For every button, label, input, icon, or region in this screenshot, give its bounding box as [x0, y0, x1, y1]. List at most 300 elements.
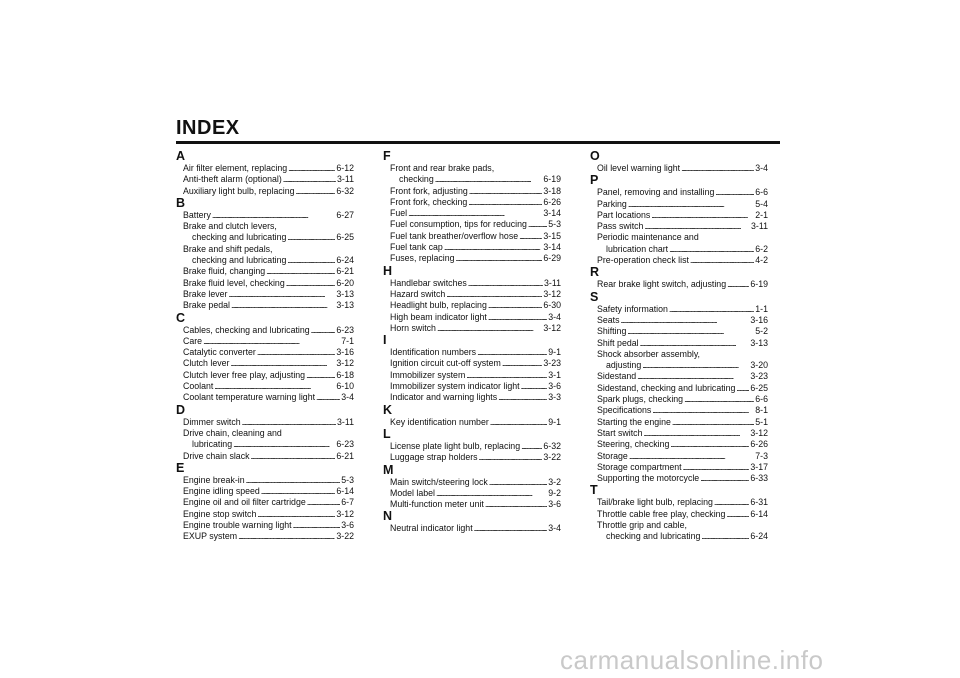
entry-text: Clutch lever free play, adjusting — [183, 369, 306, 380]
index-section-b — [176, 197, 354, 312]
dot-leader — [488, 312, 547, 323]
section-letter: T — [590, 483, 598, 498]
entry-continuation: checking and lubricating — [192, 255, 287, 266]
dot-leader — [670, 439, 749, 450]
entry-continuation: lubrication chart — [606, 243, 669, 254]
index-section-m — [383, 464, 561, 511]
dot-leader — [212, 210, 336, 221]
index-entry — [590, 439, 768, 450]
dot-leader — [644, 221, 750, 232]
dot-leader — [700, 473, 749, 484]
entry-continuation: adjusting — [606, 360, 642, 371]
index-entry — [383, 300, 561, 311]
entry-page: 3-14 — [543, 208, 561, 219]
dot-leader — [283, 174, 336, 185]
entry-text: Shock absorber assembly, — [597, 348, 701, 359]
index-entry — [383, 370, 561, 381]
entry-page: 3-4 — [548, 523, 561, 534]
index-entry — [383, 289, 561, 300]
index-entry — [176, 221, 354, 244]
dot-leader — [528, 219, 547, 230]
index-entry — [176, 300, 354, 311]
entry-page: 3-11 — [751, 221, 768, 232]
entry-page: 6-21 — [336, 266, 354, 277]
entry-text: Safety information — [597, 303, 668, 314]
entry-text: Brake and clutch levers, — [183, 221, 277, 232]
dot-leader — [669, 244, 754, 255]
index-section-h — [383, 265, 561, 334]
entry-text: High beam indicator light — [390, 311, 487, 322]
entry-text: Part locations — [597, 209, 651, 220]
dot-leader — [238, 531, 335, 542]
index-entry — [383, 477, 561, 488]
dot-leader — [316, 392, 340, 403]
entry-text: Fuel — [390, 208, 408, 219]
entry-text: Seats — [597, 314, 620, 325]
entry-text: Coolant temperature warning light — [183, 392, 316, 403]
index-entry — [176, 244, 354, 267]
dot-leader — [519, 231, 542, 242]
dot-leader — [311, 325, 336, 336]
index-entry — [176, 428, 354, 451]
dot-leader — [257, 347, 336, 358]
entry-page: 3-12 — [336, 358, 354, 369]
entry-text: Spark plugs, checking — [597, 394, 684, 405]
dot-leader — [242, 417, 336, 428]
dot-leader — [521, 441, 542, 452]
entry-text: Front fork, adjusting — [390, 185, 468, 196]
entry-text: Clutch lever — [183, 358, 230, 369]
entry-page: 3-11 — [337, 174, 354, 185]
index-entry — [383, 323, 561, 334]
entry-text: Coolant — [183, 381, 214, 392]
dot-leader — [436, 488, 547, 499]
index-section-c — [176, 312, 354, 404]
entry-text: Storage — [597, 450, 628, 461]
index-entry — [590, 371, 768, 382]
dot-leader — [444, 242, 543, 253]
dot-leader — [672, 417, 754, 428]
index-entry — [176, 289, 354, 300]
entry-page: 6-6 — [755, 187, 768, 198]
entry-page: 3-12 — [543, 322, 561, 333]
dot-leader — [231, 300, 335, 311]
index-entry — [383, 197, 561, 208]
entry-page: 3-16 — [750, 314, 768, 325]
entry-text: Fuel tank breather/overflow hose — [390, 230, 519, 241]
entry-text: Anti-theft alarm (optional) — [183, 174, 282, 185]
index-entry — [176, 531, 354, 542]
index-entry — [383, 347, 561, 358]
entry-page: 3-4 — [341, 392, 354, 403]
entry-text: Care — [183, 335, 203, 346]
index-entry — [590, 509, 768, 520]
index-entry — [176, 174, 354, 185]
dot-leader — [627, 326, 754, 337]
entry-page: 3-3 — [548, 392, 561, 403]
index-entry — [383, 358, 561, 369]
entry-page: 3-22 — [543, 452, 561, 463]
dot-leader — [469, 186, 543, 197]
index-entry — [383, 499, 561, 510]
section-letter: S — [590, 289, 599, 304]
section-letter: E — [176, 460, 185, 475]
entry-page: 6-31 — [750, 497, 768, 508]
title-rule — [176, 141, 780, 144]
dot-leader — [293, 520, 341, 531]
index-entry — [383, 253, 561, 264]
dot-leader — [669, 304, 754, 315]
index-entry — [176, 210, 354, 221]
dot-leader — [502, 358, 543, 369]
index-entry — [176, 520, 354, 531]
entry-page: 9-1 — [548, 416, 561, 427]
entry-text: Brake fluid level, checking — [183, 277, 285, 288]
section-letter: F — [383, 149, 391, 163]
entry-page: 6-26 — [543, 196, 561, 207]
index-entry — [383, 488, 561, 499]
entry-text: Fuel tank cap — [390, 242, 443, 253]
entry-page: 3-13 — [336, 300, 354, 311]
entry-page: 3-6 — [341, 520, 354, 531]
index-section-r — [590, 266, 768, 290]
index-entry — [176, 497, 354, 508]
dot-leader — [736, 383, 749, 394]
dot-leader — [266, 266, 335, 277]
index-entry — [176, 163, 354, 174]
entry-page: 9-1 — [548, 347, 561, 358]
entry-text: Start switch — [597, 427, 643, 438]
entry-continuation: lubricating — [192, 439, 233, 450]
dot-leader — [261, 486, 336, 497]
dot-leader — [446, 289, 542, 300]
index-entry — [590, 497, 768, 508]
entry-page: 3-20 — [750, 360, 768, 371]
index-column-3 — [590, 150, 768, 543]
dot-leader — [288, 163, 335, 174]
dot-leader — [229, 289, 336, 300]
entry-page: 6-21 — [336, 450, 354, 461]
index-entry — [590, 232, 768, 255]
entry-page: 3-22 — [336, 531, 354, 542]
entry-page: 6-6 — [755, 394, 768, 405]
dot-leader — [286, 278, 336, 289]
index-entry — [590, 405, 768, 416]
index-entry — [590, 338, 768, 349]
index-entry — [176, 336, 354, 347]
entry-text: Panel, removing and installing — [597, 187, 715, 198]
entry-page: 6-29 — [543, 253, 561, 264]
dot-leader — [437, 323, 542, 334]
index-entry — [590, 199, 768, 210]
entry-text: Shift pedal — [597, 337, 639, 348]
dot-leader — [214, 381, 335, 392]
dot-leader — [287, 232, 335, 243]
entry-text: Horn switch — [390, 322, 436, 333]
entry-text: Dimmer switch — [183, 416, 241, 427]
index-column-1 — [176, 150, 354, 543]
entry-text: Indicator and warning lights — [390, 392, 498, 403]
entry-page: 6-32 — [336, 185, 354, 196]
dot-leader — [477, 347, 547, 358]
entry-page: 6-12 — [336, 163, 354, 173]
entry-text: Brake pedal — [183, 300, 230, 311]
entry-page: 3-15 — [543, 230, 561, 241]
index-entry — [383, 219, 561, 230]
index-entry — [590, 315, 768, 326]
entry-text: Engine idling speed — [183, 486, 260, 497]
index-entry — [176, 475, 354, 486]
index-section-k — [383, 404, 561, 428]
dot-leader — [296, 186, 336, 197]
watermark: carmanualsonline.info — [560, 645, 824, 675]
entry-page: 6-19 — [750, 279, 768, 290]
dot-leader — [468, 278, 543, 289]
index-entry — [383, 231, 561, 242]
index-entry — [176, 370, 354, 381]
section-letter: C — [176, 310, 186, 325]
index-entry — [383, 523, 561, 534]
index-entry — [176, 347, 354, 358]
entry-page: 3-12 — [336, 508, 354, 519]
index-entry — [383, 381, 561, 392]
index-entry — [176, 266, 354, 277]
entry-page: 2-1 — [755, 209, 768, 220]
section-letter: H — [383, 263, 393, 278]
entry-page: 6-24 — [750, 531, 768, 542]
entry-page: 6-25 — [750, 382, 768, 393]
dot-leader — [474, 523, 548, 534]
entry-page: 6-23 — [336, 324, 354, 335]
index-entry — [590, 417, 768, 428]
index-section-a — [176, 150, 354, 197]
entry-text: Cables, checking and lubricating — [183, 324, 310, 335]
entry-page: 5-1 — [755, 416, 768, 427]
dot-leader — [621, 315, 750, 326]
entry-page: 3-4 — [548, 311, 561, 322]
index-entry — [383, 163, 561, 186]
index-entry — [590, 326, 768, 337]
section-letter: B — [176, 195, 186, 210]
dot-leader — [727, 279, 749, 290]
index-entry — [383, 312, 561, 323]
entry-page: 3-11 — [544, 277, 561, 288]
index-entry — [176, 358, 354, 369]
entry-text: Handlebar switches — [390, 277, 467, 288]
entry-page: 6-23 — [336, 439, 354, 450]
entry-page: 5-3 — [548, 219, 561, 230]
entry-page: 7-3 — [755, 450, 768, 461]
entry-text: Neutral indicator light — [390, 523, 473, 534]
entry-page: 3-13 — [336, 288, 354, 299]
index-entry — [590, 383, 768, 394]
entry-text: Throttle cable free play, checking — [597, 508, 726, 519]
entry-page: 6-25 — [336, 232, 354, 243]
entry-text: Hazard switch — [390, 288, 446, 299]
index-entry — [383, 208, 561, 219]
index-section-d — [176, 404, 354, 462]
index-section-e — [176, 462, 354, 543]
entry-page: 6-33 — [750, 473, 768, 484]
page-title: INDEX — [176, 117, 240, 139]
entry-text: Steering, checking — [597, 439, 670, 450]
entry-text: Rear brake light switch, adjusting — [597, 279, 727, 290]
dot-leader — [257, 509, 335, 520]
entry-page: 3-16 — [336, 347, 354, 358]
entry-text: Ignition circuit cut-off system — [390, 358, 501, 369]
entry-text: Supporting the motorcycle — [597, 473, 700, 484]
entry-page: 6-30 — [543, 300, 561, 311]
dot-leader — [683, 462, 750, 473]
dot-leader — [701, 531, 749, 542]
entry-page: 3-23 — [543, 358, 561, 369]
dot-leader — [652, 405, 754, 416]
entry-text: Catalytic converter — [183, 347, 256, 358]
dot-leader — [684, 394, 754, 405]
section-letter: M — [383, 462, 394, 477]
entry-page: 3-18 — [543, 185, 561, 196]
index-entry — [590, 210, 768, 221]
index-entry — [590, 279, 768, 290]
entry-page: 5-4 — [755, 198, 768, 209]
index-entry — [176, 486, 354, 497]
entry-text: Starting the engine — [597, 416, 671, 427]
entry-text: Oil level warning light — [597, 163, 681, 173]
entry-page: 6-26 — [750, 439, 768, 450]
dot-leader — [485, 499, 547, 510]
index-entry — [383, 452, 561, 463]
index-entry — [590, 221, 768, 232]
section-letter: I — [383, 333, 387, 348]
entry-text: Luggage strap holders — [390, 452, 478, 463]
dot-leader — [681, 163, 754, 174]
dot-leader — [715, 187, 754, 198]
entry-page: 3-23 — [750, 371, 768, 382]
section-letter: P — [590, 173, 599, 188]
dot-leader — [690, 255, 754, 266]
dot-leader — [642, 360, 749, 371]
dot-leader — [521, 381, 548, 392]
dot-leader — [306, 370, 335, 381]
index-entry — [176, 417, 354, 428]
entry-text: Pass switch — [597, 221, 644, 232]
index-entry — [383, 186, 561, 197]
entry-continuation: checking and lubricating — [606, 531, 701, 542]
index-entry — [176, 509, 354, 520]
dot-leader — [643, 428, 749, 439]
index-section-t — [590, 484, 768, 542]
entry-text: Periodic maintenance and — [597, 232, 699, 243]
entry-text: Engine break-in — [183, 474, 245, 485]
entry-page: 7-1 — [341, 335, 354, 346]
dot-leader — [640, 338, 750, 349]
index-entry — [590, 473, 768, 484]
entry-page: 5-2 — [755, 326, 768, 337]
section-letter: N — [383, 509, 393, 524]
index-entry — [590, 163, 768, 174]
index-section-f — [383, 150, 561, 265]
entry-text: Brake fluid, changing — [183, 266, 266, 277]
index-section-l — [383, 428, 561, 464]
entry-page: 6-7 — [341, 497, 354, 508]
entry-page: 3-6 — [548, 381, 561, 392]
index-entry — [590, 187, 768, 198]
dot-leader — [629, 451, 754, 462]
index-entry — [176, 451, 354, 462]
index-entry — [176, 381, 354, 392]
entry-page: 6-24 — [336, 255, 354, 266]
dot-leader — [488, 300, 543, 311]
index-entry — [383, 278, 561, 289]
entry-text: Model label — [390, 487, 435, 498]
entry-page: 3-14 — [543, 242, 561, 253]
entry-page: 3-12 — [750, 427, 768, 438]
entry-text: Brake lever — [183, 288, 228, 299]
entry-continuation: checking — [399, 174, 434, 185]
entry-text: Specifications — [597, 405, 652, 416]
entry-text: Engine trouble warning light — [183, 520, 292, 531]
entry-page: 3-6 — [548, 499, 561, 510]
index-entry — [176, 325, 354, 336]
entry-page: 3-11 — [337, 416, 354, 427]
dot-leader — [468, 197, 542, 208]
dot-leader — [230, 358, 335, 369]
dot-leader — [287, 255, 335, 266]
entry-text: Multi-function meter unit — [390, 499, 484, 510]
section-letter: D — [176, 402, 186, 417]
dot-leader — [651, 210, 754, 221]
entry-text: Throttle grip and cable, — [597, 520, 687, 531]
entry-text: Engine oil and oil filter cartridge — [183, 497, 306, 508]
index-section-o — [590, 150, 768, 174]
entry-text: Air filter element, replacing — [183, 163, 288, 173]
entry-page: 3-13 — [750, 337, 768, 348]
entry-text: Shifting — [597, 326, 627, 337]
index-section-n — [383, 510, 561, 534]
entry-text: Fuel consumption, tips for reducing — [390, 219, 527, 230]
entry-text: Key identification number — [390, 416, 489, 427]
index-column-2 — [383, 150, 561, 535]
dot-leader — [637, 371, 749, 382]
section-letter: O — [590, 149, 600, 163]
dot-leader — [251, 451, 336, 462]
entry-page: 3-12 — [543, 288, 561, 299]
entry-text: Tail/brake light bulb, replacing — [597, 497, 713, 508]
index-entry — [176, 186, 354, 197]
index-entry — [590, 304, 768, 315]
index-entry — [590, 428, 768, 439]
entry-text: Front and rear brake pads, — [390, 163, 495, 173]
entry-page: 1-1 — [755, 303, 768, 314]
entry-continuation: checking and lubricating — [192, 232, 287, 243]
index-entry — [590, 451, 768, 462]
dot-leader — [456, 253, 543, 264]
dot-leader — [307, 497, 341, 508]
section-letter: L — [383, 426, 391, 441]
dot-leader — [479, 452, 543, 463]
entry-text: Sidestand, checking and lubricating — [597, 382, 736, 393]
index-section-i — [383, 334, 561, 403]
entry-page: 6-27 — [336, 209, 354, 220]
index-entry — [590, 349, 768, 372]
entry-page: 6-32 — [543, 440, 561, 451]
entry-text: Main switch/steering lock — [390, 476, 488, 487]
dot-leader — [498, 392, 547, 403]
entry-page: 6-2 — [755, 243, 768, 254]
entry-text: Fuses, replacing — [390, 253, 455, 264]
entry-text: Drive chain slack — [183, 450, 250, 461]
section-letter: R — [590, 265, 600, 280]
